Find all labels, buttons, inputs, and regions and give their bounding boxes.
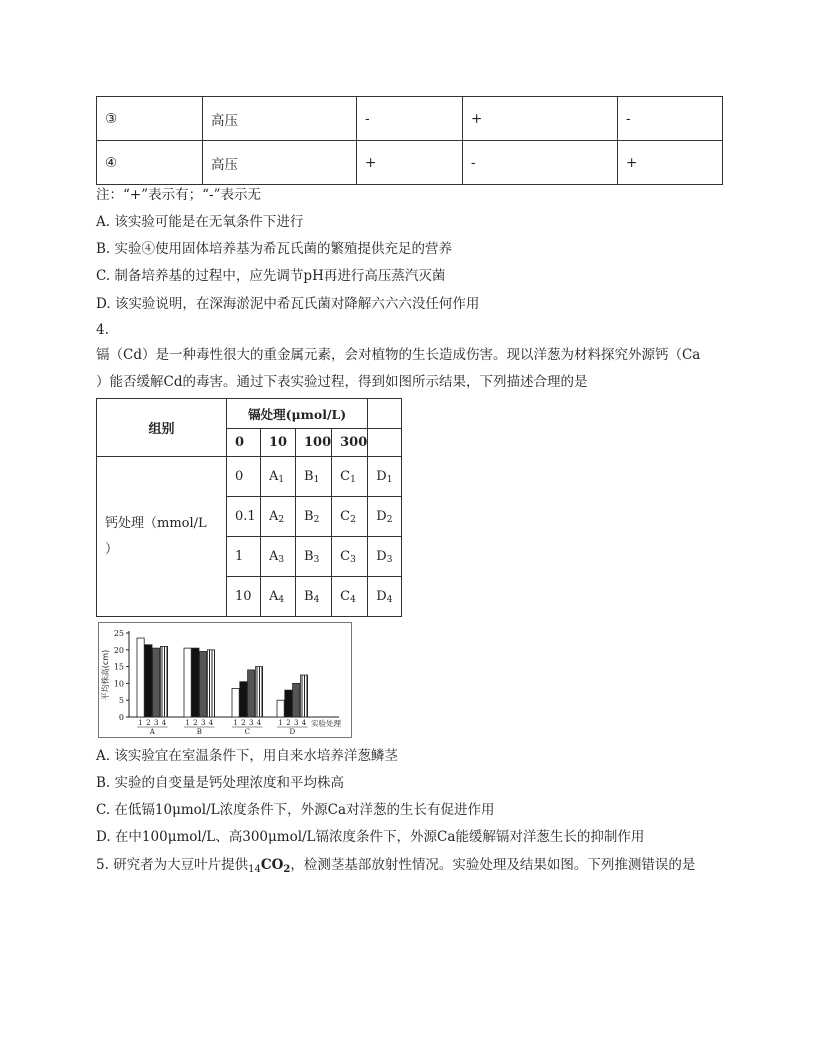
bar (293, 683, 300, 717)
bar-label: 1 (233, 719, 238, 727)
cd-level: 300 (332, 429, 368, 457)
isotope-mass: 14 (248, 864, 261, 875)
q3-option-d: D. 该实验说明，在深海淤泥中希瓦氏菌对降解六六六没任何作用 (96, 296, 480, 312)
bar-label: 3 (248, 719, 254, 727)
bar (160, 646, 167, 717)
bar-label: 3 (293, 719, 299, 727)
bar (300, 675, 307, 717)
group-cell: $C_3$ (332, 537, 368, 577)
group-cell: $A_4$ (261, 577, 296, 617)
group-cell: $D_4$ (368, 577, 402, 617)
q4-stem-line2: ）能否缓解Cd的毒害。通过下表实验过程，得到如图所示结果，下列描述合理的是 (96, 374, 588, 390)
bar (137, 638, 144, 717)
bar-label: 3 (200, 719, 206, 727)
treatment-table (96, 96, 723, 185)
q5-stem-pre: 5. 研究者为大豆叶片提供 (96, 857, 249, 873)
bar-label: 4 (256, 719, 262, 727)
q4-option-c: C. 在低镉10μmol/L浓度条件下，外源Ca对洋葱的生长有促进作用 (96, 802, 495, 818)
bar (277, 700, 284, 717)
ca-level: 10 (227, 577, 261, 617)
group-label: B (196, 728, 202, 736)
q5-stem (96, 856, 695, 879)
y-tick-label: 20 (113, 645, 124, 655)
table-cell: - (463, 141, 618, 185)
bar (192, 648, 199, 717)
q3-option-c: C. 制备培养基的过程中，应先调节pH再进行高压蒸汽灭菌 (96, 268, 446, 284)
bar (153, 648, 160, 717)
group-label: A (149, 728, 155, 736)
table-note: 注：“+”表示有；“-”表示无 (96, 187, 261, 203)
group-label: C (244, 728, 250, 736)
y-axis-label: 平均株高(cm) (101, 649, 110, 701)
empty-cell (368, 399, 402, 429)
y-tick-label: 25 (113, 629, 124, 638)
bar-label: 1 (185, 719, 190, 727)
group-cell: $C_4$ (332, 577, 368, 617)
q4-option-a: A. 该实验宜在室温条件下，用自来水培养洋葱鳞茎 (96, 748, 398, 764)
group-cell: $B_3$ (296, 537, 332, 577)
group-cell: $C_2$ (332, 497, 368, 537)
table-row (97, 457, 402, 497)
bar (232, 688, 239, 717)
ca-label-line1: 钙处理（mmol/L (105, 515, 207, 531)
bar-label: 2 (241, 719, 246, 727)
q4-option-b: B. 实验的自变量是钙处理浓度和平均株高 (96, 775, 345, 791)
bar (207, 650, 214, 717)
group-cell: $A_2$ (261, 497, 296, 537)
group-cell: $B_1$ (296, 457, 332, 497)
bar (145, 645, 152, 717)
ca-level: 0 (227, 457, 261, 497)
ca-level: 1 (227, 537, 261, 577)
ca-level: 0.1 (227, 497, 261, 537)
bar-label: 2 (193, 719, 198, 727)
group-cell: $A_1$ (261, 457, 296, 497)
cd-header: 镉处理(μmol/L) (227, 399, 368, 429)
y-tick-label: 10 (113, 679, 124, 689)
table-row (97, 399, 402, 429)
table-cell: - (357, 97, 463, 141)
plant-height-chart (98, 622, 352, 738)
bar (248, 670, 255, 717)
table-cell: + (463, 97, 618, 141)
cd-level: 100 (296, 429, 332, 457)
cd-level: 0 (227, 429, 261, 457)
bar (200, 651, 207, 717)
table-cell: ③ (97, 97, 203, 141)
bar-label: 2 (146, 719, 151, 727)
table-cell: + (357, 141, 463, 185)
q3-option-a: A. 该实验可能是在无氧条件下进行 (96, 214, 304, 230)
bar (255, 667, 262, 717)
cd-level: 10 (261, 429, 296, 457)
table-cell: 高压 (203, 97, 357, 141)
bar-label: 4 (208, 719, 214, 727)
group-cell: $D_3$ (368, 537, 402, 577)
chart-svg (99, 623, 351, 737)
q4-option-d: D. 在中100μmol/L、高300μmol/L镉浓度条件下，外源Ca能缓解镉对洋葱生长的抑制作用 (96, 829, 645, 845)
table-row (97, 97, 723, 141)
bar (240, 682, 247, 717)
group-cell: $A_3$ (261, 537, 296, 577)
bar-label: 1 (138, 719, 143, 727)
ca-label-line2: ） (105, 541, 119, 557)
bar-label: 1 (278, 719, 283, 727)
experiment-design-table (96, 398, 402, 617)
bar-label: 3 (153, 719, 159, 727)
table-cell: 高压 (203, 141, 357, 185)
table-cell: - (618, 97, 723, 141)
table-cell: ④ (97, 141, 203, 185)
group-cell: $D_2$ (368, 497, 402, 537)
y-tick-label: 0 (118, 713, 124, 722)
x-axis-label: 实验处理 (311, 719, 341, 728)
group-header: 组别 (97, 399, 227, 457)
group-cell: $B_4$ (296, 577, 332, 617)
bar (285, 690, 292, 717)
q3-option-b: B. 实验④使用固体培养基为希瓦氏菌的繁殖提供充足的营养 (96, 241, 453, 257)
bar-label: 4 (301, 719, 307, 727)
y-tick-label: 15 (113, 662, 124, 672)
ca-label (97, 457, 227, 617)
group-cell: $C_1$ (332, 457, 368, 497)
bar (184, 648, 191, 717)
q5-stem-post: ，检测茎基部放射性情况。实验处理及结果如图。下列推测错误的是 (290, 857, 696, 873)
co2-formula: $CO_2$ (260, 857, 291, 875)
empty-cell (368, 429, 402, 457)
group-cell: $B_2$ (296, 497, 332, 537)
group-label: D (289, 728, 296, 736)
table-row (97, 141, 723, 185)
bar-label: 2 (286, 719, 291, 727)
table-cell: + (618, 141, 723, 185)
group-cell: $D_1$ (368, 457, 402, 497)
q4-number: 4. (96, 322, 109, 338)
bar-label: 4 (161, 719, 167, 727)
q4-stem-line1: 镉（Cd）是一种毒性很大的重金属元素，会对植物的生长造成伤害。现以洋葱为材料探究外源钙（Ca (96, 347, 701, 363)
y-tick-label: 5 (118, 696, 124, 706)
